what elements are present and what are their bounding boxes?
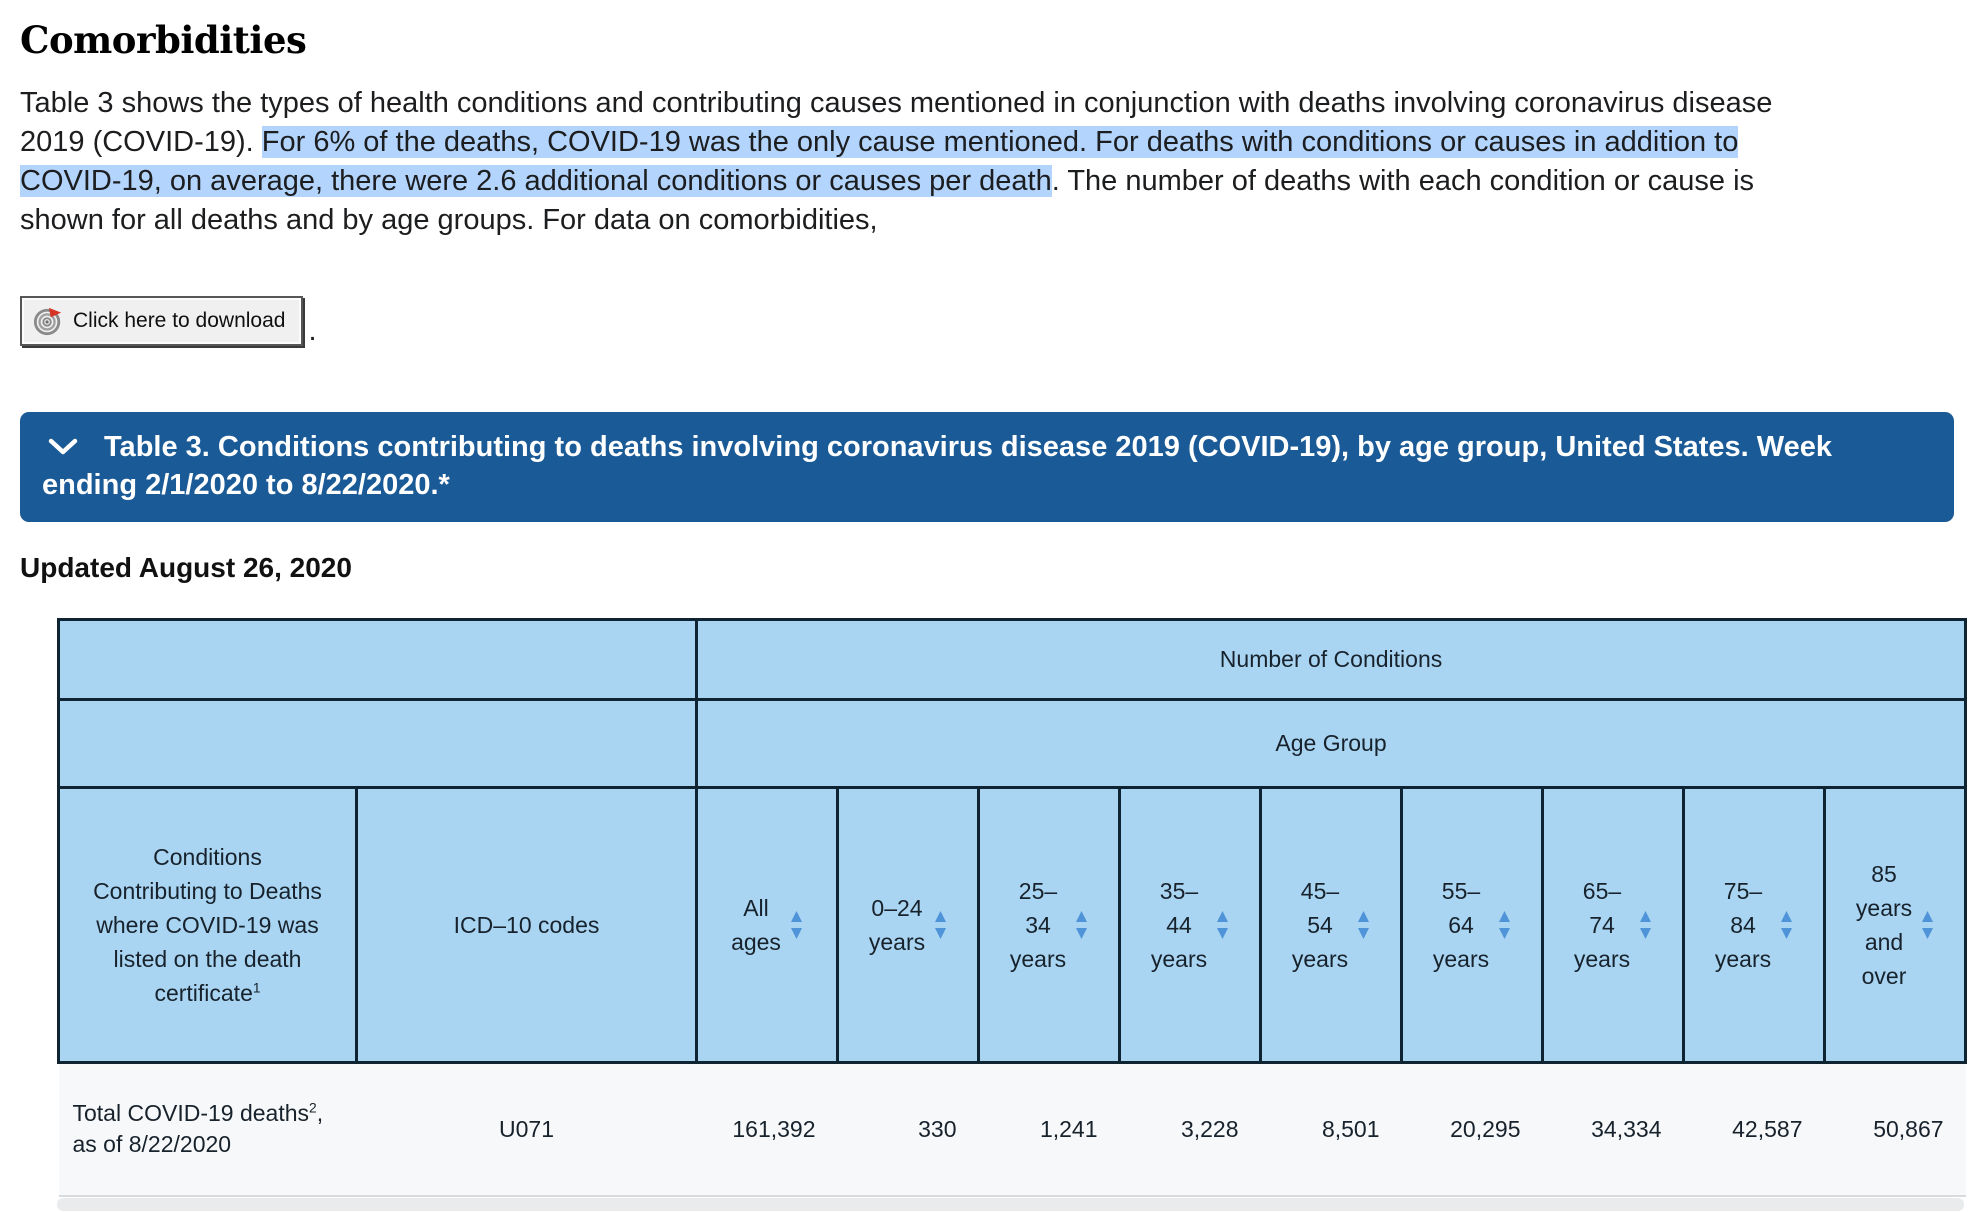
column-label: Conditions Contributing to Deaths where COVID-19 was listed on the death certificate bbox=[93, 844, 322, 1006]
blank-header-cell bbox=[59, 700, 697, 788]
sort-icon[interactable] bbox=[1357, 910, 1370, 940]
cell-value: 3,228 bbox=[1120, 1063, 1261, 1196]
cell-value: 8,501 bbox=[1261, 1063, 1402, 1196]
sort-icon[interactable] bbox=[1921, 910, 1934, 940]
chevron-down-icon[interactable] bbox=[48, 428, 78, 466]
intro-paragraph bbox=[20, 84, 1780, 240]
table-banner[interactable] bbox=[20, 412, 1954, 522]
paragraph-text-before: Table 3 shows the types of health conditions and contributing causes mentioned in conjunction with deaths involving coronavirus disease 2019 (COVID-19). bbox=[20, 87, 1773, 158]
sentence-period: . bbox=[308, 315, 317, 347]
superscript: 1 bbox=[252, 980, 261, 996]
condition-text-rest: , as of 8/22/2020 bbox=[72, 1100, 324, 1158]
paragraph-text-after: . The number of deaths with each condition or cause is shown for all deaths and by age groups. For data on comorbidities, bbox=[20, 165, 1755, 236]
cell-value: 34,334 bbox=[1543, 1063, 1684, 1196]
superscript: 2 bbox=[309, 1100, 317, 1116]
cell-value: 161,392 bbox=[697, 1063, 838, 1196]
column-header-0-24-years[interactable] bbox=[838, 788, 979, 1063]
highlighted-text: For 6% of the deaths, COVID-19 was the only cause mentioned. For deaths with conditions or causes in addition to COVID-19, on average, there were 2.6 additional conditions or causes per death bbox=[20, 126, 1739, 197]
column-header-85-years-and-over[interactable] bbox=[1825, 788, 1966, 1063]
download-button-label: Click here to download bbox=[73, 309, 286, 332]
number-of-conditions-header: Number of Conditions bbox=[697, 620, 1966, 700]
cell-condition bbox=[59, 1063, 357, 1196]
cell-value: 330 bbox=[838, 1063, 979, 1196]
sort-icon[interactable] bbox=[790, 910, 803, 940]
updated-date: Updated August 26, 2020 bbox=[20, 552, 352, 583]
cell-value: 1,241 bbox=[979, 1063, 1120, 1196]
blank-header-cell bbox=[59, 620, 697, 700]
download-target-icon bbox=[33, 306, 63, 336]
page-title: Comorbidities bbox=[20, 18, 307, 62]
column-label: 45–54 years bbox=[1291, 878, 1349, 972]
column-label: 65–74 years bbox=[1573, 878, 1631, 972]
condition-text: Total COVID-19 deaths bbox=[72, 1100, 310, 1127]
column-header-all-ages[interactable] bbox=[697, 788, 838, 1063]
sort-icon[interactable] bbox=[1639, 910, 1652, 940]
age-group-header: Age Group bbox=[697, 700, 1966, 788]
sort-icon[interactable] bbox=[1780, 910, 1793, 940]
column-label: 55–64 years bbox=[1432, 878, 1490, 972]
sort-icon[interactable] bbox=[1216, 910, 1229, 940]
column-header-45-54-years[interactable] bbox=[1261, 788, 1402, 1063]
column-header-25-34-years[interactable] bbox=[979, 788, 1120, 1063]
column-label: All ages bbox=[731, 895, 781, 955]
comorbidity-table bbox=[57, 618, 1967, 1197]
download-button[interactable] bbox=[20, 296, 303, 346]
horizontal-scrollbar[interactable] bbox=[57, 1198, 1964, 1211]
column-header-conditions-contributing bbox=[59, 788, 357, 1063]
banner-title: Table 3. Conditions contributing to deaths involving coronavirus disease 2019 (COVID-19), by age group, United States. Week ending 2/1/2020 to 8/22/2020.* bbox=[42, 431, 1832, 501]
table-row bbox=[59, 1063, 1966, 1196]
column-label: 85 years and over bbox=[1855, 861, 1913, 989]
cell-icd10: U071 bbox=[357, 1063, 697, 1196]
column-header-65-74-years[interactable] bbox=[1543, 788, 1684, 1063]
cell-value: 50,867 bbox=[1825, 1063, 1966, 1196]
column-header-75-84-years[interactable] bbox=[1684, 788, 1825, 1063]
column-header-35-44-years[interactable] bbox=[1120, 788, 1261, 1063]
comorbidity-table-wrap bbox=[57, 618, 1954, 1211]
column-label: 75–84 years bbox=[1714, 878, 1772, 972]
column-label: 0–24 years bbox=[868, 895, 926, 955]
sort-icon[interactable] bbox=[1498, 910, 1511, 940]
column-label: 25–34 years bbox=[1009, 878, 1067, 972]
column-header-55-64-years[interactable] bbox=[1402, 788, 1543, 1063]
sort-icon[interactable] bbox=[1075, 910, 1088, 940]
download-row bbox=[20, 296, 1954, 346]
column-label: 35–44 years bbox=[1150, 878, 1208, 972]
sort-icon[interactable] bbox=[934, 910, 947, 940]
cell-value: 20,295 bbox=[1402, 1063, 1543, 1196]
cell-value: 42,587 bbox=[1684, 1063, 1825, 1196]
column-header-icd10-codes: ICD–10 codes bbox=[357, 788, 697, 1063]
